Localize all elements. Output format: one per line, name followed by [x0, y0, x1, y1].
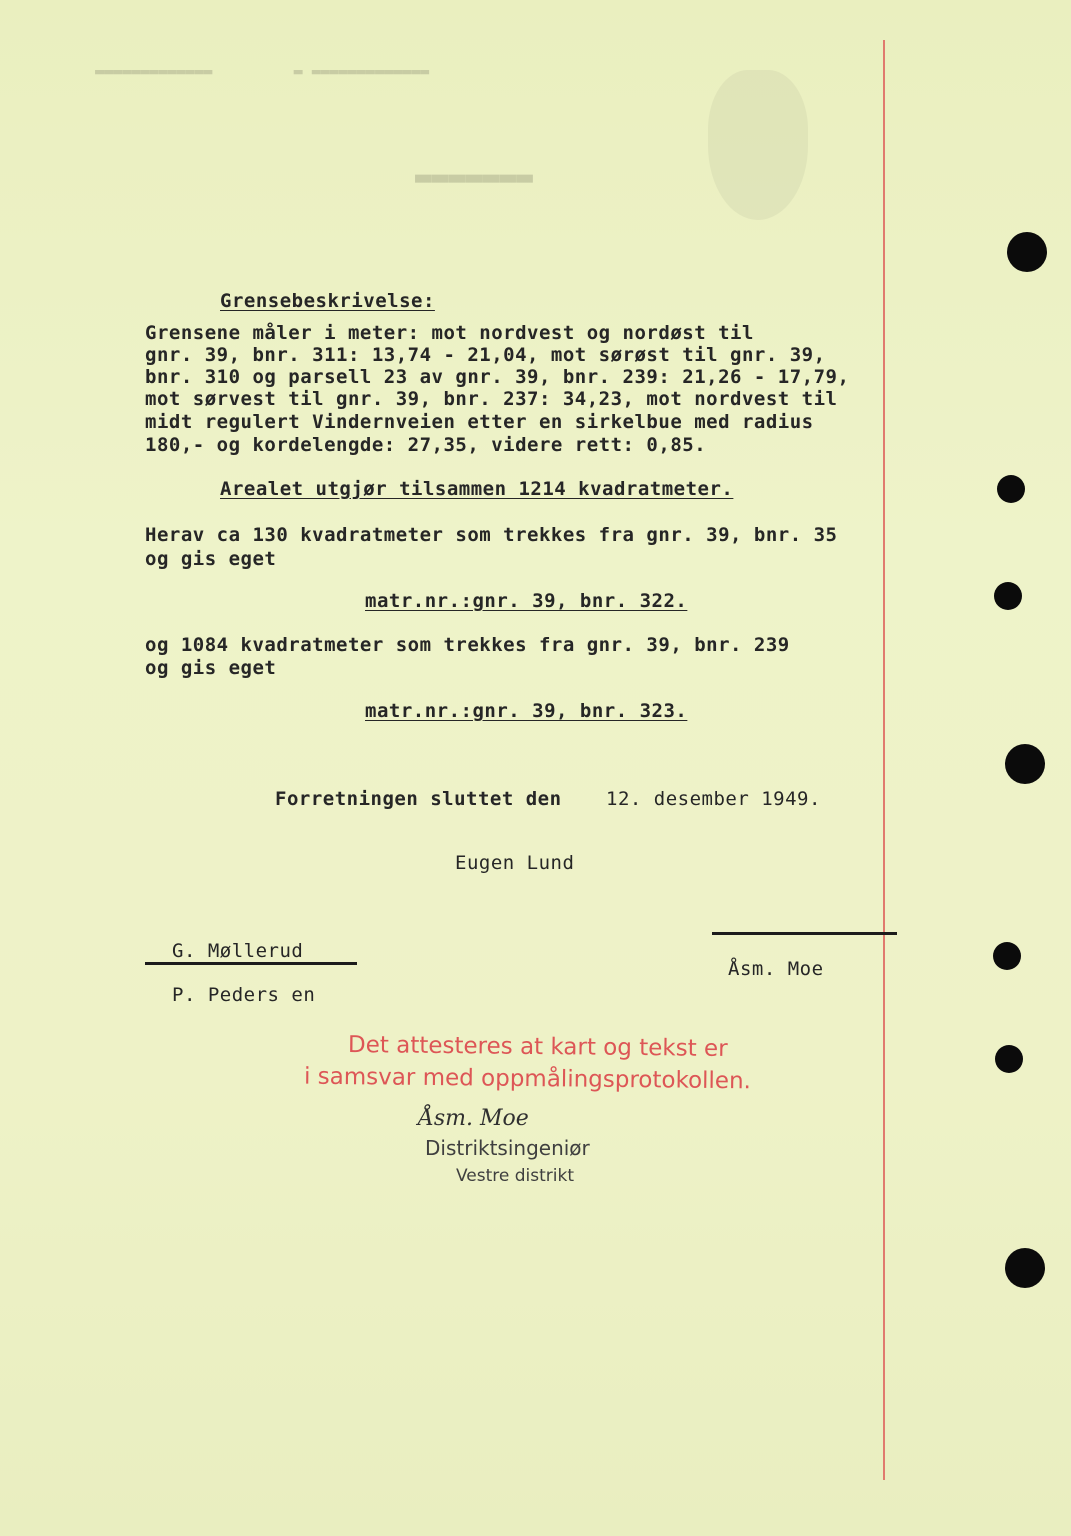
herav-line: Herav ca 130 kvadratmeter som trekkes fra gnr. 39, bnr. 35: [145, 524, 838, 546]
punch-hole: [997, 475, 1025, 503]
signature-underline: [145, 962, 357, 965]
area-total: Arealet utgjør tilsammen 1214 kvadratmeter.: [220, 478, 734, 500]
stamp-line-2: i samsvar med oppmålingsprotokollen.: [303, 1063, 752, 1095]
paragraph-line: gnr. 39, bnr. 311: 13,74 - 21,04, mot sørøst til gnr. 39,: [145, 344, 826, 366]
punch-hole: [1007, 232, 1047, 272]
punch-hole: [1005, 1248, 1045, 1288]
matr-number-2: matr.nr.:gnr. 39, bnr. 323.: [365, 700, 688, 722]
stamp-title: Distriktsingeniør: [425, 1136, 590, 1160]
signature-line: [712, 932, 897, 935]
paragraph-line: mot sørvest til gnr. 39, bnr. 237: 34,23, mot nordvest til: [145, 388, 838, 410]
faint-seal-watermark: [708, 70, 808, 220]
punch-hole: [1005, 744, 1045, 784]
signature-eugen-lund: Eugen Lund: [455, 852, 575, 874]
signature-mollerud: G. Møllerud: [172, 940, 304, 962]
stamp-line-1: Det attesteres at kart og tekst er: [347, 1032, 728, 1062]
og-line: og gis eget: [145, 657, 277, 679]
paragraph-line: Grensene måler i meter: mot nordvest og nordøst til: [145, 322, 754, 344]
handwritten-signature: Åsm. Moe: [418, 1106, 529, 1131]
og-line: og 1084 kvadratmeter som trekkes fra gnr. 39, bnr. 239: [145, 634, 790, 656]
paragraph-line: 180,- og kordelengde: 27,35, videre rett: 0,85.: [145, 434, 707, 456]
signature-moe: Åsm. Moe: [728, 958, 824, 980]
stamp-district: Vestre distrikt: [456, 1166, 575, 1186]
matr-number-1: matr.nr.:gnr. 39, bnr. 322.: [365, 590, 688, 612]
paragraph-line: midt regulert Vindernveien etter en sirkelbue med radius: [145, 411, 814, 433]
punch-hole: [995, 1045, 1023, 1073]
closing-label: Forretningen sluttet den: [275, 788, 562, 810]
punch-hole: [993, 942, 1021, 970]
closing-date: 12. desember 1949.: [606, 788, 821, 810]
signature-pedersen: P. Peders en: [172, 984, 316, 1006]
paragraph-line: bnr. 310 og parsell 23 av gnr. 39, bnr. 239: 21,26 - 17,79,: [145, 366, 850, 388]
red-margin-line: [883, 40, 885, 1480]
faint-bleedthrough-header: ▬▬▬▬▬▬▬▬▬▬▬▬▬ ▬ ▬▬▬▬▬▬▬▬▬▬▬▬▬: [95, 62, 430, 80]
faint-bleedthrough-title: ▬▬▬▬▬▬▬: [415, 160, 534, 193]
punch-hole: [994, 582, 1022, 610]
section-heading: Grensebeskrivelse:: [220, 290, 435, 312]
herav-line: og gis eget: [145, 548, 277, 570]
